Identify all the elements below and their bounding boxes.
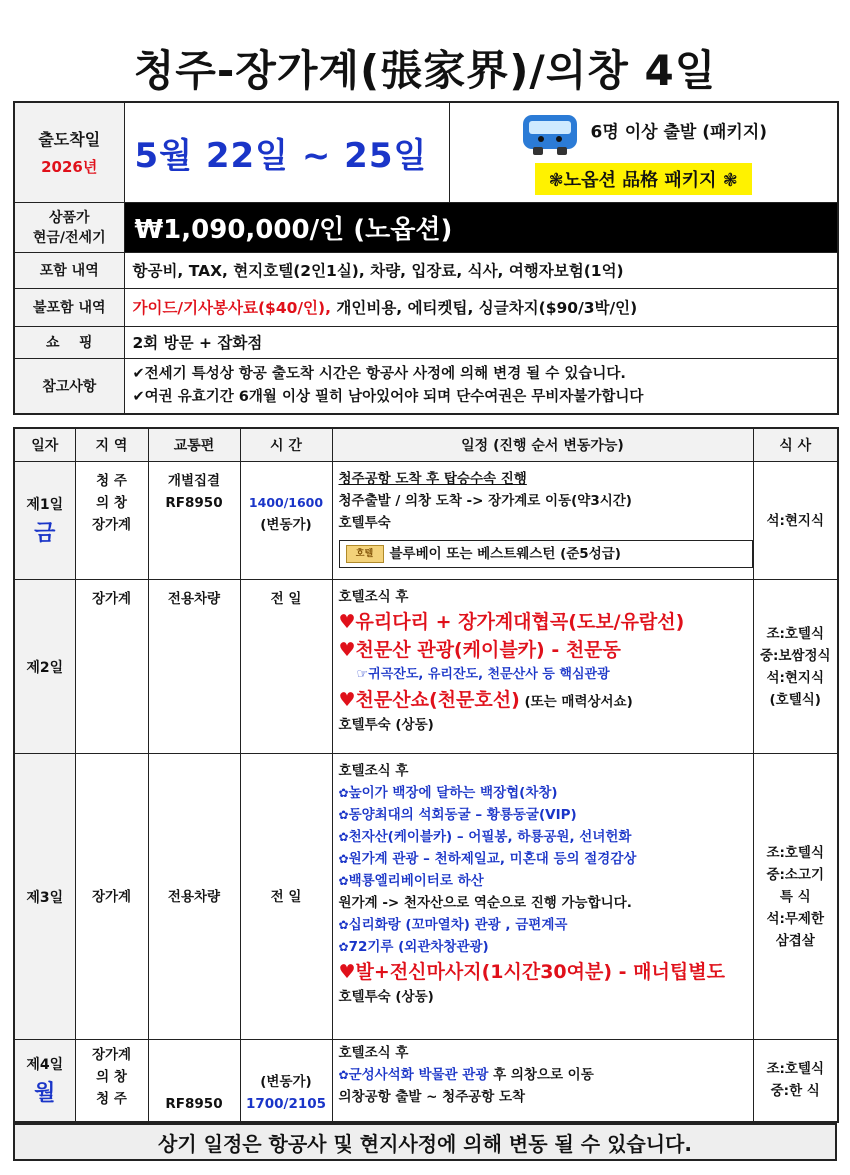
flower-icon: ✿ — [338, 786, 349, 800]
schedule-header — [14, 428, 838, 462]
included-row — [14, 252, 838, 288]
excluded-red: 가이드/기사봉사료($40/인), — [132, 299, 331, 317]
itinerary-line: 호텔조식 후 — [338, 589, 409, 605]
day2-region: 장가계 — [75, 580, 148, 754]
transport-line: RF8950 — [165, 495, 223, 511]
included-value: 항공비, TAX, 현지호텔(2인1실), 차량, 입장료, 식사, 여행자보험(1억) — [124, 252, 838, 288]
day3-itinerary — [332, 754, 753, 1040]
hotel-name: 블루베이 또는 베스트웨스턴 (준5성급) — [389, 546, 621, 562]
list-item — [339, 936, 747, 958]
bus-icon — [519, 109, 581, 157]
list-item — [339, 804, 747, 826]
meal-line: 삼겹살 — [775, 932, 815, 949]
day3-transport: 전용차량 — [148, 754, 240, 1040]
header-day: 일자 — [14, 428, 75, 462]
price-value: ₩1,090,000/인 (노옵션) — [124, 202, 838, 252]
meal-line: 석:무제한 — [766, 910, 825, 927]
meal-line: 중:소고기 — [766, 866, 825, 883]
day2-itinerary — [332, 580, 753, 754]
highlight-text: 천문산쇼(천문호선) — [355, 689, 520, 711]
list-item — [339, 914, 747, 936]
day4-time — [240, 1040, 332, 1122]
list-item-text: 백룡엘리베이터로 하산 — [348, 873, 484, 889]
day2-label: 제2일 — [14, 580, 75, 754]
shopping-label: 쇼 핑 — [14, 326, 124, 358]
itinerary-line: 원가계 -> 천자산으로 역순으로 진행 가능합니다. — [338, 895, 632, 911]
meal-line: 조:호텔식 — [766, 1061, 825, 1078]
itinerary-line: 호텔조식 후 — [338, 1045, 409, 1061]
hotel-box — [339, 540, 753, 568]
flower-icon: ✿ — [338, 940, 349, 954]
price-label-cell — [14, 202, 124, 252]
time-note: (변동가) — [260, 517, 312, 533]
header-region: 지 역 — [75, 428, 148, 462]
notes-row — [14, 358, 838, 414]
list-item-text: 높이가 백장에 달하는 백장협(차창) — [348, 785, 558, 801]
list-item-text: 십리화랑 (꼬마열차) 관광 , 금편계곡 — [348, 917, 568, 933]
day3-region: 장가계 — [75, 754, 148, 1040]
day3-label: 제3일 — [14, 754, 75, 1040]
heart-icon: ♥ — [338, 689, 356, 711]
heart-icon: ♥ — [338, 639, 356, 661]
header-transport: 교통편 — [148, 428, 240, 462]
meal-line: 중:보쌈정식 — [759, 647, 831, 664]
excluded-row — [14, 288, 838, 326]
highlight-note: (또는 매력상서쇼) — [519, 694, 633, 710]
day4-weekday: 월 — [34, 1080, 56, 1106]
header-time: 시 간 — [240, 428, 332, 462]
itinerary-line: 호텔투숙 (상동) — [338, 989, 434, 1005]
page-title: 청주-장가계(張家界)/의창 4일 — [133, 46, 717, 95]
price-label-2: 현금/전세기 — [32, 230, 106, 246]
date-range: 5월 22일 ~ 25일 — [124, 102, 449, 202]
region-line: 의 창 — [96, 495, 127, 511]
day1-meal: 석:현지식 — [753, 462, 838, 580]
heart-icon: ♥ — [338, 611, 356, 633]
day1-label-cell — [14, 462, 75, 580]
time-value: 1700/2105 — [245, 1095, 327, 1112]
day2-meal — [753, 580, 838, 754]
list-item-text: 군성사석화 박물관 관광 — [348, 1067, 489, 1083]
flower-icon: ✿ — [338, 874, 349, 888]
day2-row — [14, 580, 838, 754]
note-line: ✔전세기 특성상 항공 출도착 시간은 항공사 사정에 의해 변경 될 수 있습니다. — [132, 365, 626, 382]
meal-line: 조:호텔식 — [766, 844, 825, 861]
year-label: 2026년 — [41, 158, 98, 177]
flower-icon: ✿ — [338, 808, 349, 822]
package-type-badge: ❃노옵션 品格 패키지 ❃ — [535, 163, 752, 195]
highlight-line — [339, 636, 747, 664]
list-item-text: 72기루 (외관차창관광) — [348, 939, 489, 955]
schedule-table — [13, 427, 839, 1123]
shopping-row — [14, 326, 838, 358]
highlight-text: 천문산 관광(케이블카) - 천문동 — [355, 639, 621, 661]
day4-meal — [753, 1040, 838, 1122]
excluded-value — [124, 288, 838, 326]
day3-time: 전 일 — [240, 754, 332, 1040]
day2-transport: 전용차량 — [148, 580, 240, 754]
day3-row — [14, 754, 838, 1040]
day4-label: 제4일 — [26, 1056, 64, 1073]
list-item-rest: 후 의창으로 이동 — [488, 1067, 594, 1083]
highlight-line — [339, 608, 747, 636]
included-label: 포함 내역 — [14, 252, 124, 288]
time-note: (변동가) — [260, 1073, 312, 1090]
list-item-text: 원가계 관광 – 천하제일교, 미혼대 등의 절경감상 — [348, 851, 637, 867]
highlight-text: 발+전신마사지(1시간30여분) - 매너팁별도 — [355, 961, 725, 983]
day1-transport — [148, 462, 240, 580]
list-item — [339, 782, 747, 804]
meal-line: 특 식 — [779, 888, 811, 905]
itinerary-line: 청주공항 도착 후 탑승수속 진행 — [338, 471, 527, 487]
highlight-line — [339, 686, 747, 714]
min-people: 6명 이상 출발 (패키지) — [590, 122, 768, 143]
flower-icon: ✿ — [338, 852, 349, 866]
day1-itinerary — [332, 462, 753, 580]
day2-time: 전 일 — [240, 580, 332, 754]
list-item-text: 천자산(케이블카) – 어필봉, 하룡공원, 선녀헌화 — [348, 829, 632, 845]
price-label-1: 상품가 — [48, 210, 90, 226]
list-item — [339, 870, 747, 892]
hotel-icon: 호텔 — [346, 545, 384, 563]
flower-icon: ✿ — [338, 830, 349, 844]
meal-line: (호텔식) — [769, 691, 821, 708]
shopping-value: 2회 방문 + 잡화점 — [124, 326, 838, 358]
flower-icon: ✿ — [338, 1068, 349, 1082]
excluded-rest: 개인비용, 에티켓팁, 싱글차지($90/3박/인) — [331, 299, 638, 317]
list-item — [339, 848, 747, 870]
header-meal: 식 사 — [753, 428, 838, 462]
flower-icon: ✿ — [338, 918, 349, 932]
day4-row — [14, 1040, 838, 1122]
region-line: 장가계 — [91, 1047, 132, 1063]
excluded-label: 불포함 내역 — [14, 288, 124, 326]
departure-row — [14, 102, 838, 202]
highlight-text: 유리다리 + 장가계대협곡(도보/유람선) — [355, 611, 685, 633]
region-line: 의 창 — [96, 1069, 127, 1085]
header-itinerary: 일정 (진행 순서 변동가능) — [332, 428, 753, 462]
day4-region — [75, 1040, 148, 1122]
day3-meal — [753, 754, 838, 1040]
list-item-text: 동양최대의 석회동굴 – 황룡동굴(VIP) — [348, 807, 577, 823]
itinerary-line: 의창공항 출발 ~ 청주공항 도착 — [338, 1089, 526, 1105]
itinerary-line: 청주출발 / 의창 도착 -> 장가계로 이동(약3시간) — [338, 493, 632, 509]
package-cell — [449, 102, 838, 202]
region-line: 장가계 — [91, 517, 132, 533]
day1-region — [75, 462, 148, 580]
itinerary-line: 호텔투숙 — [338, 515, 391, 531]
region-line: 청 주 — [96, 1091, 127, 1107]
day1-time — [240, 462, 332, 580]
transport-line: 개별집결 — [167, 473, 221, 489]
price-row — [14, 202, 838, 252]
info-table — [13, 101, 839, 415]
day4-label-cell — [14, 1040, 75, 1122]
day4-transport: RF8950 — [148, 1040, 240, 1122]
departure-label: 출도착일 — [38, 130, 101, 150]
day1-label: 제1일 — [26, 497, 64, 513]
day1-row — [14, 462, 838, 580]
meal-line: 중:한 식 — [770, 1083, 820, 1100]
meal-line: 조:호텔식 — [766, 625, 825, 642]
notes-cell — [124, 358, 838, 414]
heart-icon: ♥ — [338, 961, 356, 983]
region-line: 청 주 — [96, 473, 127, 489]
highlight-line — [339, 958, 747, 986]
sub-line: ☞귀곡잔도, 유리잔도, 천문산사 등 핵심관광 — [356, 667, 610, 682]
departure-label-cell — [14, 102, 124, 202]
list-item — [339, 826, 747, 848]
day4-itinerary — [332, 1040, 753, 1122]
notes-label: 참고사항 — [14, 358, 124, 414]
itinerary-line: 호텔조식 후 — [338, 763, 409, 779]
footer-note: 상기 일정은 항공사 및 현지사정에 의해 변동 될 수 있습니다. — [13, 1123, 837, 1161]
note-line: ✔여권 유효기간 6개월 이상 필히 남아있어야 되며 단수여권은 무비자불가합니다 — [132, 388, 644, 405]
itinerary-line: 호텔투숙 (상동) — [338, 717, 434, 733]
day1-weekday: 금 — [34, 521, 56, 546]
meal-line: 석:현지식 — [766, 669, 825, 686]
list-item — [339, 1064, 747, 1086]
time-value: 1400/1600 — [248, 495, 324, 510]
